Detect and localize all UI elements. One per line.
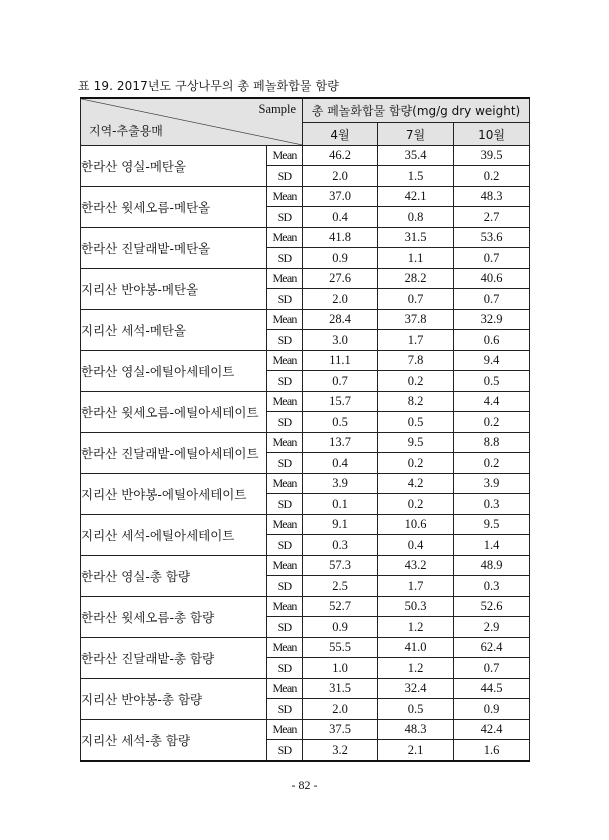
- total-phenolic-content-header: 총 페놀화합물 함량(mg/g dry weight): [303, 98, 530, 123]
- mean-value-cell: 37.8: [378, 310, 454, 330]
- stat-label-sd: SD: [267, 453, 303, 474]
- sd-value-cell: 1.1: [378, 248, 454, 269]
- mean-value-cell: 53.6: [454, 228, 530, 248]
- stat-label-mean: Mean: [267, 187, 303, 207]
- mean-value-cell: 41.8: [303, 228, 378, 248]
- stat-label-sd: SD: [267, 494, 303, 515]
- sample-header-label: Sample: [258, 102, 296, 116]
- sd-value-cell: 2.5: [303, 576, 378, 597]
- sd-value-cell: 0.8: [378, 207, 454, 228]
- mean-value-cell: 48.9: [454, 556, 530, 576]
- sd-value-cell: 0.2: [378, 453, 454, 474]
- table-row-mean: [81, 228, 530, 248]
- table-row-mean: [81, 597, 530, 617]
- mean-value-cell: 27.6: [303, 269, 378, 289]
- mean-value-cell: 32.9: [454, 310, 530, 330]
- row-label: 한라산 윗세오름-에틸아세테이트: [81, 392, 267, 433]
- stat-label-mean: Mean: [267, 392, 303, 412]
- phenolic-content-table: [80, 97, 530, 762]
- mean-value-cell: 42.1: [378, 187, 454, 207]
- mean-value-cell: 37.5: [303, 720, 378, 740]
- mean-value-cell: 48.3: [378, 720, 454, 740]
- row-label: 한라산 진달래밭-에틸아세테이트: [81, 433, 267, 474]
- stat-label-sd: SD: [267, 412, 303, 433]
- stat-label-mean: Mean: [267, 269, 303, 289]
- mean-value-cell: 43.2: [378, 556, 454, 576]
- mean-value-cell: 37.0: [303, 187, 378, 207]
- stat-label-sd: SD: [267, 658, 303, 679]
- sd-value-cell: 2.0: [303, 699, 378, 720]
- row-label: 한라산 진달래밭-총 함량: [81, 638, 267, 679]
- mean-value-cell: 31.5: [378, 228, 454, 248]
- sd-value-cell: 1.7: [378, 576, 454, 597]
- table-row-mean: [81, 392, 530, 412]
- mean-value-cell: 10.6: [378, 515, 454, 535]
- row-label: 지리산 반야봉-총 함량: [81, 679, 267, 720]
- mean-value-cell: 46.2: [303, 146, 378, 166]
- mean-value-cell: 28.2: [378, 269, 454, 289]
- month-header-july: 7월: [378, 123, 454, 146]
- stat-label-sd: SD: [267, 535, 303, 556]
- stat-label-mean: Mean: [267, 597, 303, 617]
- sd-value-cell: 2.0: [303, 166, 378, 187]
- table-body: [81, 146, 530, 762]
- mean-value-cell: 41.0: [378, 638, 454, 658]
- mean-value-cell: 50.3: [378, 597, 454, 617]
- sd-value-cell: 3.2: [303, 740, 378, 762]
- sd-value-cell: 0.4: [378, 535, 454, 556]
- sd-value-cell: 1.5: [378, 166, 454, 187]
- table-row-mean: [81, 556, 530, 576]
- table-row-mean: [81, 187, 530, 207]
- sd-value-cell: 0.6: [454, 330, 530, 351]
- mean-value-cell: 8.2: [378, 392, 454, 412]
- stat-label-sd: SD: [267, 207, 303, 228]
- row-label: 지리산 세석-메탄올: [81, 310, 267, 351]
- month-header-april: 4월: [303, 123, 378, 146]
- table-row-mean: [81, 433, 530, 453]
- mean-value-cell: 52.6: [454, 597, 530, 617]
- mean-value-cell: 42.4: [454, 720, 530, 740]
- sd-value-cell: 2.1: [378, 740, 454, 762]
- sd-value-cell: 1.6: [454, 740, 530, 762]
- mean-value-cell: 9.4: [454, 351, 530, 371]
- sd-value-cell: 3.0: [303, 330, 378, 351]
- mean-value-cell: 32.4: [378, 679, 454, 699]
- stat-label-mean: Mean: [267, 351, 303, 371]
- mean-value-cell: 39.5: [454, 146, 530, 166]
- sd-value-cell: 0.2: [454, 166, 530, 187]
- sd-value-cell: 2.7: [454, 207, 530, 228]
- page-number: - 82 -: [291, 778, 318, 792]
- stat-label-mean: Mean: [267, 638, 303, 658]
- row-label: 한라산 영실-메탄올: [81, 146, 267, 187]
- sd-value-cell: 0.1: [303, 494, 378, 515]
- sd-value-cell: 0.9: [303, 248, 378, 269]
- mean-value-cell: 4.2: [378, 474, 454, 494]
- mean-value-cell: 8.8: [454, 433, 530, 453]
- sd-value-cell: 0.5: [303, 412, 378, 433]
- mean-value-cell: 3.9: [303, 474, 378, 494]
- table-row-mean: [81, 269, 530, 289]
- stat-label-sd: SD: [267, 576, 303, 597]
- row-label: 한라산 윗세오름-메탄올: [81, 187, 267, 228]
- table-row-mean: [81, 679, 530, 699]
- mean-value-cell: 31.5: [303, 679, 378, 699]
- diagonal-header-cell: [81, 98, 303, 146]
- stat-label-mean: Mean: [267, 556, 303, 576]
- table-row-mean: [81, 310, 530, 330]
- stat-label-sd: SD: [267, 248, 303, 269]
- row-label: 지리산 세석-총 함량: [81, 720, 267, 762]
- header-row-1: [81, 98, 530, 123]
- stat-label-sd: SD: [267, 617, 303, 638]
- table-row-mean: [81, 474, 530, 494]
- stat-label-sd: SD: [267, 740, 303, 762]
- sd-value-cell: 1.2: [378, 617, 454, 638]
- stat-label-mean: Mean: [267, 228, 303, 248]
- mean-value-cell: 40.6: [454, 269, 530, 289]
- table-row-mean: [81, 146, 530, 166]
- row-label: 지리산 반야봉-에틸아세테이트: [81, 474, 267, 515]
- mean-value-cell: 9.1: [303, 515, 378, 535]
- mean-value-cell: 9.5: [454, 515, 530, 535]
- sd-value-cell: 2.9: [454, 617, 530, 638]
- sd-value-cell: 0.2: [454, 453, 530, 474]
- region-solvent-header-label: 지역-추출용매: [89, 124, 163, 138]
- mean-value-cell: 4.4: [454, 392, 530, 412]
- sd-value-cell: 0.3: [454, 494, 530, 515]
- stat-label-mean: Mean: [267, 433, 303, 453]
- sd-value-cell: 0.4: [303, 453, 378, 474]
- stat-label-mean: Mean: [267, 515, 303, 535]
- sd-value-cell: 1.2: [378, 658, 454, 679]
- stat-label-mean: Mean: [267, 679, 303, 699]
- sd-value-cell: 1.0: [303, 658, 378, 679]
- table-row-mean: [81, 720, 530, 740]
- sd-value-cell: 0.2: [378, 371, 454, 392]
- stat-label-sd: SD: [267, 699, 303, 720]
- stat-label-sd: SD: [267, 289, 303, 310]
- table-caption: 표 19. 2017년도 구상나무의 총 페놀화합물 함량: [78, 79, 339, 93]
- row-label: 지리산 반야봉-메탄올: [81, 269, 267, 310]
- stat-label-mean: Mean: [267, 146, 303, 166]
- sd-value-cell: 0.9: [303, 617, 378, 638]
- table-row-mean: [81, 638, 530, 658]
- row-label: 한라산 영실-총 함량: [81, 556, 267, 597]
- sd-value-cell: 0.3: [303, 535, 378, 556]
- sd-value-cell: 0.7: [378, 289, 454, 310]
- sd-value-cell: 0.2: [454, 412, 530, 433]
- mean-value-cell: 9.5: [378, 433, 454, 453]
- row-label: 지리산 세석-에틸아세테이트: [81, 515, 267, 556]
- sd-value-cell: 0.5: [378, 699, 454, 720]
- row-label: 한라산 윗세오름-총 함량: [81, 597, 267, 638]
- sd-value-cell: 0.7: [454, 658, 530, 679]
- sd-value-cell: 0.7: [454, 289, 530, 310]
- stat-label-mean: Mean: [267, 310, 303, 330]
- row-label: 한라산 영실-에틸아세테이트: [81, 351, 267, 392]
- sd-value-cell: 0.4: [303, 207, 378, 228]
- mean-value-cell: 57.3: [303, 556, 378, 576]
- mean-value-cell: 62.4: [454, 638, 530, 658]
- sd-value-cell: 2.0: [303, 289, 378, 310]
- stat-label-mean: Mean: [267, 720, 303, 740]
- month-header-october: 10월: [454, 123, 530, 146]
- sd-value-cell: 0.2: [378, 494, 454, 515]
- sd-value-cell: 1.4: [454, 535, 530, 556]
- row-label: 한라산 진달래밭-메탄올: [81, 228, 267, 269]
- mean-value-cell: 28.4: [303, 310, 378, 330]
- stat-label-sd: SD: [267, 330, 303, 351]
- mean-value-cell: 44.5: [454, 679, 530, 699]
- sd-value-cell: 0.5: [378, 412, 454, 433]
- mean-value-cell: 15.7: [303, 392, 378, 412]
- stat-label-sd: SD: [267, 166, 303, 187]
- sd-value-cell: 0.9: [454, 699, 530, 720]
- table-row-mean: [81, 515, 530, 535]
- mean-value-cell: 55.5: [303, 638, 378, 658]
- sd-value-cell: 1.7: [378, 330, 454, 351]
- sd-value-cell: 0.5: [454, 371, 530, 392]
- mean-value-cell: 35.4: [378, 146, 454, 166]
- stat-label-sd: SD: [267, 371, 303, 392]
- sd-value-cell: 0.3: [454, 576, 530, 597]
- mean-value-cell: 52.7: [303, 597, 378, 617]
- table-row-mean: [81, 351, 530, 371]
- sd-value-cell: 0.7: [303, 371, 378, 392]
- mean-value-cell: 11.1: [303, 351, 378, 371]
- mean-value-cell: 48.3: [454, 187, 530, 207]
- sd-value-cell: 0.7: [454, 248, 530, 269]
- mean-value-cell: 7.8: [378, 351, 454, 371]
- mean-value-cell: 13.7: [303, 433, 378, 453]
- stat-label-mean: Mean: [267, 474, 303, 494]
- mean-value-cell: 3.9: [454, 474, 530, 494]
